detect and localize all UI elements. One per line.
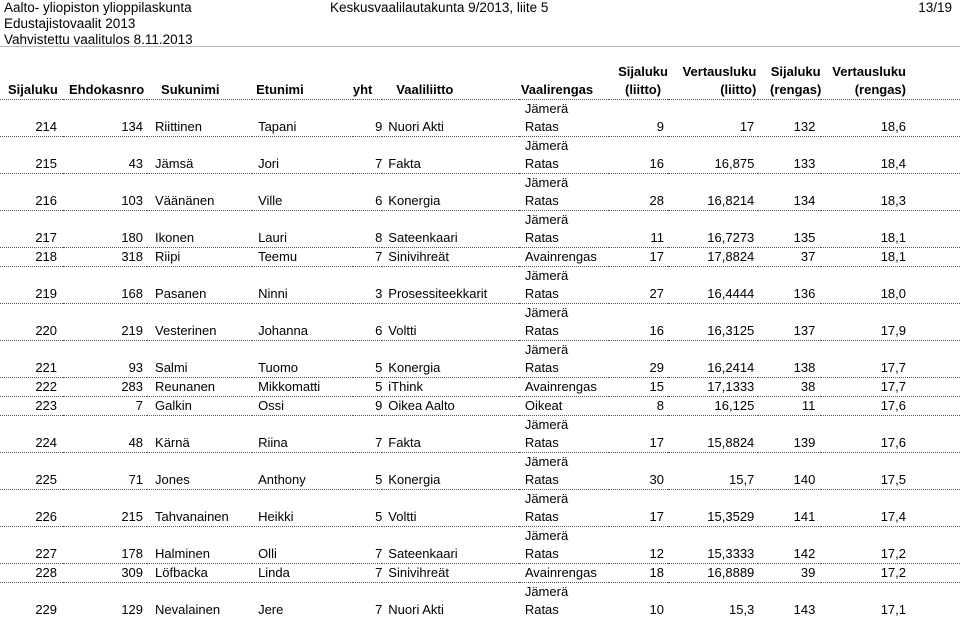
cell-vertausluku-rengas: 17,9 bbox=[880, 323, 906, 338]
cell-sijaluku-rengas: 141 bbox=[793, 509, 816, 524]
cell-ehdokasnro: 48 bbox=[128, 435, 144, 450]
cell-vaalirengas-line2: Ratas bbox=[524, 230, 559, 245]
cell-sijaluku-rengas: 135 bbox=[793, 230, 816, 245]
col-header-vaaliliitto: Vaaliliitto bbox=[396, 82, 454, 97]
cell-vaaliliitto: Sinivihreät bbox=[388, 249, 449, 264]
col-header-sijaluku-liitto-line2: (liitto) bbox=[624, 82, 662, 97]
cell-sijaluku: 219 bbox=[35, 286, 58, 301]
cell-vaalirengas-line2: Ratas bbox=[524, 156, 559, 171]
cell-sijaluku-rengas: 134 bbox=[793, 193, 816, 208]
cell-vaaliliitto: Voltti bbox=[388, 509, 417, 524]
cell-vertausluku-liitto: 16,125 bbox=[714, 398, 755, 413]
cell-vertausluku-liitto: 15,3333 bbox=[707, 546, 755, 561]
cell-sukunimi: Jämsä bbox=[155, 156, 194, 171]
cell-vaalirengas-line2: Avainrengas bbox=[524, 379, 597, 394]
cell-sijaluku-liitto: 15 bbox=[649, 379, 664, 394]
cell-vertausluku-liitto: 16,875 bbox=[714, 156, 755, 171]
cell-vaalirengas-line2: Ratas bbox=[524, 509, 559, 524]
cell-yht: 5 bbox=[375, 360, 383, 375]
cell-vaalirengas-line1: Jämerä bbox=[524, 175, 569, 190]
cell-vaalirengas-line1: Jämerä bbox=[524, 138, 569, 153]
cell-vaaliliitto: Oikea Aalto bbox=[388, 398, 455, 413]
cell-vertausluku-rengas: 17,1 bbox=[880, 602, 906, 617]
cell-vaalirengas bbox=[519, 100, 609, 137]
cell-yht: 7 bbox=[375, 546, 383, 561]
cell-vaalirengas-line2: Ratas bbox=[524, 286, 559, 301]
cell-sijaluku: 221 bbox=[35, 360, 58, 375]
cell-yht: 7 bbox=[375, 565, 383, 580]
cell-vaalirengas bbox=[519, 304, 609, 341]
cell-ehdokasnro: 215 bbox=[121, 509, 144, 524]
table-row bbox=[0, 583, 960, 620]
cell-sijaluku: 225 bbox=[35, 472, 58, 487]
table-row bbox=[0, 341, 960, 378]
table-header-row bbox=[0, 62, 960, 100]
cell-vaalirengas-line2: Ratas bbox=[524, 472, 559, 487]
cell-vaalirengas-line2: Ratas bbox=[524, 323, 559, 338]
document-header-left bbox=[4, 0, 193, 48]
results-table bbox=[0, 62, 960, 619]
col-header-vertausluku-liitto bbox=[668, 62, 758, 100]
election-name: Edustajistovaalit 2013 bbox=[4, 16, 136, 31]
cell-vaalirengas bbox=[519, 211, 609, 248]
cell-vaalirengas bbox=[519, 416, 609, 453]
col-header-sijaluku-rengas bbox=[758, 62, 821, 100]
cell-vaalirengas-line2: Ratas bbox=[524, 602, 559, 617]
cell-vaalirengas-line2: Avainrengas bbox=[524, 565, 597, 580]
cell-etunimi: Riina bbox=[258, 435, 288, 450]
cell-sukunimi: Jones bbox=[155, 472, 190, 487]
col-header-sijaluku-liitto bbox=[609, 62, 668, 100]
cell-sijaluku: 214 bbox=[35, 119, 58, 134]
cell-vertausluku-liitto: 15,7 bbox=[728, 472, 755, 487]
cell-vertausluku-liitto: 16,8889 bbox=[707, 565, 755, 580]
cell-vertausluku-rengas: 17,2 bbox=[880, 565, 906, 580]
col-header-vertausluku-rengas bbox=[821, 62, 960, 100]
cell-vertausluku-rengas: 17,4 bbox=[880, 509, 906, 524]
cell-yht: 8 bbox=[375, 230, 383, 245]
cell-vertausluku-rengas: 17,2 bbox=[880, 546, 906, 561]
cell-yht: 3 bbox=[375, 286, 383, 301]
cell-vaalirengas bbox=[519, 137, 609, 174]
cell-vertausluku-rengas: 17,7 bbox=[880, 379, 906, 394]
table-row bbox=[0, 267, 960, 304]
cell-sijaluku-liitto: 10 bbox=[649, 602, 664, 617]
cell-vertausluku-liitto: 15,3529 bbox=[707, 509, 755, 524]
cell-vaalirengas bbox=[519, 341, 609, 378]
cell-vertausluku-liitto: 15,3 bbox=[728, 602, 755, 617]
document-reference: Keskusvaalilautakunta 9/2013, liite 5 bbox=[330, 0, 549, 15]
cell-yht: 5 bbox=[375, 509, 383, 524]
cell-sijaluku-rengas: 139 bbox=[793, 435, 816, 450]
cell-vaalirengas bbox=[519, 397, 609, 416]
cell-sukunimi: Ikonen bbox=[155, 230, 195, 245]
cell-sijaluku-liitto: 30 bbox=[649, 472, 664, 487]
cell-sukunimi: Tahvanainen bbox=[155, 509, 229, 524]
cell-vertausluku-liitto: 16,4444 bbox=[707, 286, 755, 301]
cell-etunimi: Ville bbox=[258, 193, 283, 208]
cell-yht: 6 bbox=[375, 323, 383, 338]
cell-ehdokasnro: 318 bbox=[121, 249, 144, 264]
cell-ehdokasnro: 43 bbox=[128, 156, 144, 171]
cell-sijaluku: 224 bbox=[35, 435, 58, 450]
cell-yht: 7 bbox=[375, 156, 383, 171]
cell-sijaluku-liitto: 17 bbox=[649, 509, 664, 524]
cell-vaaliliitto: Voltti bbox=[388, 323, 417, 338]
table-row bbox=[0, 527, 960, 564]
cell-sijaluku-liitto: 17 bbox=[649, 435, 664, 450]
cell-vaaliliitto: Konergia bbox=[388, 360, 441, 375]
cell-vaalirengas-line1: Jämerä bbox=[524, 528, 569, 543]
cell-vaaliliitto: Sinivihreät bbox=[388, 565, 449, 580]
cell-vaalirengas-line2: Ratas bbox=[524, 193, 559, 208]
cell-sijaluku-liitto: 18 bbox=[649, 565, 664, 580]
cell-sukunimi: Kärnä bbox=[155, 435, 190, 450]
cell-etunimi: Teemu bbox=[258, 249, 298, 264]
cell-vaalirengas-line1: Jämerä bbox=[524, 454, 569, 469]
table-row bbox=[0, 100, 960, 137]
cell-vertausluku-rengas: 18,1 bbox=[880, 249, 906, 264]
cell-vaalirengas-line1: Jämerä bbox=[524, 342, 569, 357]
cell-sijaluku-rengas: 132 bbox=[793, 119, 816, 134]
cell-vertausluku-rengas: 18,3 bbox=[880, 193, 906, 208]
cell-etunimi: Ossi bbox=[258, 398, 285, 413]
cell-sijaluku: 229 bbox=[35, 602, 58, 617]
cell-yht: 7 bbox=[375, 249, 383, 264]
cell-sijaluku-rengas: 142 bbox=[793, 546, 816, 561]
cell-sijaluku-liitto: 29 bbox=[649, 360, 664, 375]
cell-sijaluku-liitto: 8 bbox=[656, 398, 664, 413]
col-header-vertausluku-liitto-line1: Vertausluku bbox=[682, 64, 757, 79]
col-header-ehdokasnro: Ehdokasnro bbox=[69, 82, 145, 97]
cell-sukunimi: Väänänen bbox=[155, 193, 215, 208]
cell-vaalirengas bbox=[519, 564, 609, 583]
cell-sijaluku-rengas: 37 bbox=[800, 249, 816, 264]
cell-vaalirengas-line1: Jämerä bbox=[524, 584, 569, 599]
cell-ehdokasnro: 283 bbox=[121, 379, 144, 394]
col-header-sijaluku-liitto-line1: Sijaluku bbox=[618, 64, 668, 79]
col-header-sijaluku-rengas-line2: (rengas) bbox=[770, 82, 822, 97]
cell-etunimi: Ninni bbox=[258, 286, 288, 301]
cell-ehdokasnro: 168 bbox=[121, 286, 144, 301]
cell-vaalirengas-line1: Jämerä bbox=[524, 212, 569, 227]
cell-sijaluku: 220 bbox=[35, 323, 58, 338]
table-row bbox=[0, 248, 960, 267]
cell-vaalirengas bbox=[519, 453, 609, 490]
cell-sijaluku-rengas: 138 bbox=[793, 360, 816, 375]
cell-etunimi: Tuomo bbox=[258, 360, 299, 375]
cell-sijaluku-liitto: 16 bbox=[649, 156, 664, 171]
cell-sukunimi: Salmi bbox=[155, 360, 188, 375]
cell-sukunimi: Halminen bbox=[155, 546, 210, 561]
col-header-etunimi: Etunimi bbox=[256, 82, 304, 97]
col-header-yht: yht bbox=[352, 82, 373, 97]
cell-vertausluku-liitto: 17,1333 bbox=[707, 379, 755, 394]
cell-ehdokasnro: 103 bbox=[121, 193, 144, 208]
cell-sijaluku-liitto: 12 bbox=[649, 546, 664, 561]
cell-ehdokasnro: 93 bbox=[128, 360, 144, 375]
cell-vaalirengas-line2: Ratas bbox=[524, 546, 559, 561]
cell-vaaliliitto: Prosessiteekkarit bbox=[388, 286, 488, 301]
header-divider bbox=[0, 46, 960, 47]
col-header-sijaluku: Sijaluku bbox=[8, 82, 58, 97]
cell-vertausluku-liitto: 16,3125 bbox=[707, 323, 755, 338]
cell-vaalirengas bbox=[519, 248, 609, 267]
cell-ehdokasnro: 219 bbox=[121, 323, 144, 338]
cell-vaalirengas-line2: Avainrengas bbox=[524, 249, 597, 264]
cell-vaaliliitto: Konergia bbox=[388, 472, 441, 487]
cell-sijaluku-rengas: 137 bbox=[793, 323, 816, 338]
table-row bbox=[0, 304, 960, 341]
table-row bbox=[0, 416, 960, 453]
cell-vertausluku-rengas: 17,6 bbox=[880, 398, 906, 413]
col-header-vertausluku-rengas-line1: Vertausluku bbox=[832, 64, 906, 79]
cell-sijaluku: 215 bbox=[35, 156, 58, 171]
cell-ehdokasnro: 71 bbox=[128, 472, 144, 487]
cell-vaalirengas bbox=[519, 527, 609, 564]
cell-vertausluku-rengas: 18,0 bbox=[880, 286, 906, 301]
col-header-vertausluku-liitto-line2: (liitto) bbox=[720, 82, 757, 97]
cell-vaalirengas-line1: Jämerä bbox=[524, 417, 569, 432]
cell-yht: 7 bbox=[375, 435, 383, 450]
cell-sukunimi: Löfbacka bbox=[155, 565, 208, 580]
table-row bbox=[0, 490, 960, 527]
cell-vertausluku-rengas: 17,5 bbox=[880, 472, 906, 487]
organization-name: Aalto- yliopiston ylioppilaskunta bbox=[4, 0, 192, 15]
cell-sijaluku: 223 bbox=[35, 398, 58, 413]
cell-vertausluku-rengas: 18,6 bbox=[880, 119, 906, 134]
cell-sukunimi: Riittinen bbox=[155, 119, 202, 134]
cell-vaaliliitto: Sateenkaari bbox=[388, 230, 458, 245]
cell-sukunimi: Vesterinen bbox=[155, 323, 217, 338]
cell-sijaluku: 228 bbox=[35, 565, 58, 580]
cell-sukunimi: Nevalainen bbox=[155, 602, 221, 617]
col-header-vertausluku-rengas-line2: (rengas) bbox=[854, 82, 906, 97]
cell-vaalirengas-line2: Ratas bbox=[524, 119, 559, 134]
cell-ehdokasnro: 180 bbox=[121, 230, 144, 245]
cell-sijaluku-rengas: 143 bbox=[793, 602, 816, 617]
cell-yht: 9 bbox=[375, 398, 383, 413]
cell-vaaliliitto: Fakta bbox=[388, 435, 421, 450]
cell-sijaluku-rengas: 11 bbox=[801, 398, 816, 413]
cell-vaaliliitto: Nuori Akti bbox=[388, 119, 444, 134]
cell-etunimi: Mikkomatti bbox=[258, 379, 321, 394]
table-row bbox=[0, 211, 960, 248]
cell-sijaluku: 222 bbox=[35, 379, 58, 394]
cell-sijaluku-liitto: 28 bbox=[649, 193, 664, 208]
table-row bbox=[0, 137, 960, 174]
cell-yht: 7 bbox=[375, 602, 383, 617]
confirmation-date: Vahvistettu vaalitulos 8.11.2013 bbox=[4, 32, 193, 47]
cell-sijaluku-liitto: 11 bbox=[650, 230, 664, 245]
cell-etunimi: Heikki bbox=[258, 509, 294, 524]
table-row bbox=[0, 453, 960, 490]
cell-vertausluku-liitto: 16,2414 bbox=[707, 360, 755, 375]
cell-yht: 9 bbox=[375, 119, 383, 134]
table-row bbox=[0, 397, 960, 416]
cell-sijaluku-rengas: 38 bbox=[800, 379, 816, 394]
cell-vertausluku-rengas: 17,6 bbox=[880, 435, 906, 450]
cell-vaalirengas-line1: Jämerä bbox=[524, 101, 569, 116]
cell-vertausluku-rengas: 18,1 bbox=[880, 230, 906, 245]
cell-etunimi: Johanna bbox=[258, 323, 308, 338]
cell-sukunimi: Pasanen bbox=[155, 286, 207, 301]
cell-ehdokasnro: 178 bbox=[121, 546, 144, 561]
cell-ehdokasnro: 7 bbox=[135, 398, 144, 413]
cell-sijaluku: 218 bbox=[35, 249, 58, 264]
cell-vaalirengas bbox=[519, 583, 609, 620]
cell-vaaliliitto: Fakta bbox=[388, 156, 421, 171]
col-header-sijaluku-rengas-line1: Sijaluku bbox=[770, 64, 821, 79]
cell-vaaliliitto: Nuori Akti bbox=[388, 602, 444, 617]
table-row bbox=[0, 174, 960, 211]
cell-vaalirengas bbox=[519, 174, 609, 211]
cell-vaalirengas-line1: Jämerä bbox=[524, 268, 569, 283]
col-header-sukunimi: Sukunimi bbox=[161, 82, 220, 97]
cell-sijaluku-liitto: 17 bbox=[649, 249, 664, 264]
cell-etunimi: Linda bbox=[258, 565, 290, 580]
cell-etunimi: Tapani bbox=[258, 119, 297, 134]
cell-etunimi: Lauri bbox=[258, 230, 287, 245]
cell-sijaluku-rengas: 39 bbox=[800, 565, 816, 580]
cell-etunimi: Jori bbox=[258, 156, 280, 171]
cell-sijaluku-liitto: 9 bbox=[656, 119, 664, 134]
cell-vaaliliitto: Konergia bbox=[388, 193, 441, 208]
cell-vaalirengas-line2: Oikeat bbox=[524, 398, 563, 413]
cell-sijaluku: 216 bbox=[35, 193, 58, 208]
page-number: 13/19 bbox=[918, 0, 952, 15]
cell-yht: 5 bbox=[375, 472, 383, 487]
cell-vaalirengas-line2: Ratas bbox=[524, 360, 559, 375]
cell-yht: 5 bbox=[375, 379, 383, 394]
col-header-vaalirengas: Vaalirengas bbox=[520, 82, 594, 97]
cell-sijaluku-rengas: 140 bbox=[793, 472, 816, 487]
cell-sukunimi: Reunanen bbox=[155, 379, 216, 394]
cell-vaalirengas bbox=[519, 378, 609, 397]
cell-sijaluku-rengas: 133 bbox=[793, 156, 816, 171]
table-row bbox=[0, 378, 960, 397]
cell-vaalirengas bbox=[519, 490, 609, 527]
cell-vaalirengas bbox=[519, 267, 609, 304]
cell-sijaluku: 226 bbox=[35, 509, 58, 524]
cell-sukunimi: Riipi bbox=[155, 249, 181, 264]
cell-vertausluku-rengas: 18,4 bbox=[880, 156, 906, 171]
table-row bbox=[0, 564, 960, 583]
cell-etunimi: Anthony bbox=[258, 472, 306, 487]
cell-sijaluku: 217 bbox=[35, 230, 58, 245]
cell-ehdokasnro: 309 bbox=[121, 565, 144, 580]
cell-etunimi: Olli bbox=[258, 546, 277, 561]
cell-vertausluku-liitto: 16,8214 bbox=[707, 193, 755, 208]
cell-vertausluku-liitto: 15,8824 bbox=[707, 435, 755, 450]
cell-sukunimi: Galkin bbox=[155, 398, 192, 413]
cell-vertausluku-liitto: 16,7273 bbox=[707, 230, 755, 245]
cell-ehdokasnro: 134 bbox=[121, 119, 144, 134]
cell-vertausluku-liitto: 17,8824 bbox=[707, 249, 755, 264]
cell-vaalirengas-line1: Jämerä bbox=[524, 305, 569, 320]
cell-sijaluku-liitto: 16 bbox=[649, 323, 664, 338]
cell-yht: 6 bbox=[375, 193, 383, 208]
cell-sijaluku-rengas: 136 bbox=[793, 286, 816, 301]
cell-vaaliliitto: iThink bbox=[388, 379, 423, 394]
cell-etunimi: Jere bbox=[258, 602, 284, 617]
cell-vaalirengas-line1: Jämerä bbox=[524, 491, 569, 506]
cell-vertausluku-rengas: 17,7 bbox=[880, 360, 906, 375]
cell-sijaluku-liitto: 27 bbox=[649, 286, 664, 301]
cell-vertausluku-liitto: 17 bbox=[739, 119, 755, 134]
cell-vaalirengas-line2: Ratas bbox=[524, 435, 559, 450]
cell-vaaliliitto: Sateenkaari bbox=[388, 546, 458, 561]
cell-ehdokasnro: 129 bbox=[121, 602, 144, 617]
cell-sijaluku: 227 bbox=[35, 546, 58, 561]
table-body bbox=[0, 100, 960, 620]
